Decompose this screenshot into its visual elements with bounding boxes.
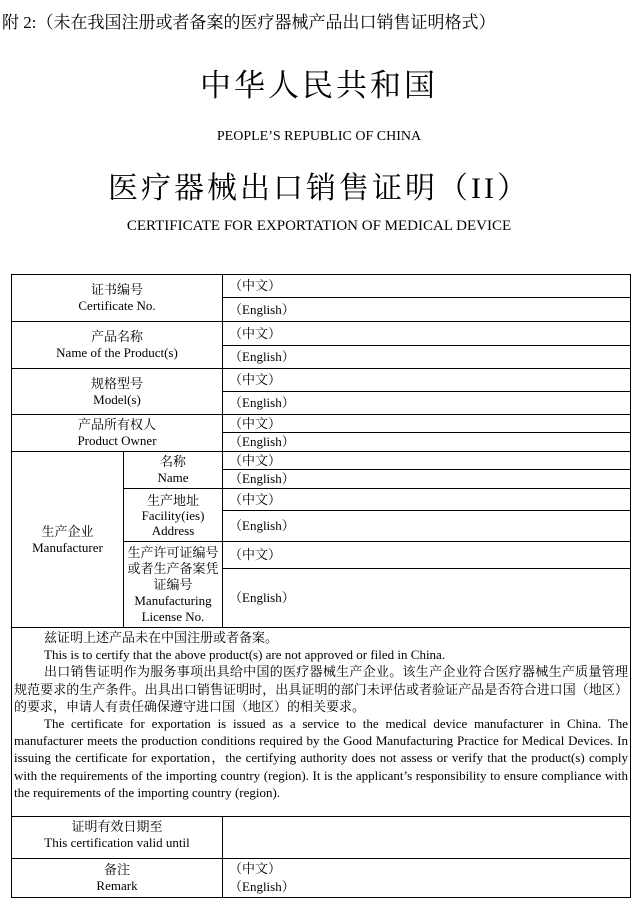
cn-hint: （中文） xyxy=(229,547,282,562)
cert-no-label xyxy=(11,274,223,322)
mfr-name-en-field[interactable] xyxy=(222,469,631,489)
valid-until-field[interactable] xyxy=(222,816,631,859)
mfr-name-cn-field[interactable] xyxy=(222,451,631,470)
cn-hint: （中文） xyxy=(229,325,282,341)
cn-hint: （中文） xyxy=(229,278,282,293)
label-cn: 规格型号 xyxy=(90,375,143,391)
label-cn: 生产企业 xyxy=(41,523,94,539)
en-hint: （English） xyxy=(229,471,295,486)
header-note: 附 2:（未在我国注册或者备案的医疗器械产品出口销售证明格式） xyxy=(2,13,496,32)
model-label xyxy=(11,368,223,415)
country-en: PEOPLE’S REPUBLIC OF CHINA xyxy=(216,129,422,144)
label-cn: 备注 xyxy=(103,862,130,877)
cert-no-cn-field[interactable] xyxy=(222,274,631,298)
cn-hint: （中文） xyxy=(229,452,282,468)
cert-no-en-field[interactable] xyxy=(222,297,631,322)
en-hint: （English） xyxy=(229,349,295,364)
cn-hint: （中文） xyxy=(229,491,282,507)
title-en: CERTIFICATE FOR EXPORTATION OF MEDICAL DEVICE xyxy=(126,218,512,234)
valid-until-label xyxy=(11,816,223,859)
label-en: Facility(ies) Address xyxy=(141,507,205,538)
label-en: Product Owner xyxy=(77,433,157,448)
label-en: Remark xyxy=(96,878,138,893)
cn-hint: （中文） xyxy=(229,861,282,876)
mfr-address-label xyxy=(123,488,223,542)
mfr-name-label xyxy=(123,451,223,489)
en-hint: （English） xyxy=(229,301,295,317)
label-en: Manufacturing License No. xyxy=(134,592,212,624)
mfr-license-en-field[interactable] xyxy=(222,568,631,628)
en-hint: （English） xyxy=(229,434,295,449)
remark-label xyxy=(11,858,223,898)
owner-label xyxy=(11,414,223,452)
en-hint: （English） xyxy=(229,518,295,533)
cn-hint: （中文） xyxy=(229,372,282,387)
en-hint: （English） xyxy=(229,395,295,410)
model-cn-field[interactable] xyxy=(222,368,631,392)
manufacturer-label xyxy=(11,451,124,628)
country-cn: 中华人民共和国 xyxy=(200,68,438,103)
label-en: Model(s) xyxy=(93,391,141,407)
statement-cn-2: 出口销售证明作为服务事项出具给中国的医疗器械生产企业。该生产企业符合医疗器械生产质量管理规范要求的生产条件。出具出口销售证明时，出具证明的部门未评估或者验证产品是否符合进口国（地区）的要求，申请人有责任确保遵守进口国（地区）的相关要求。 xyxy=(14,664,628,714)
label-en: Name xyxy=(157,470,189,485)
label-cn: 产品所有权人 xyxy=(77,417,156,432)
product-name-en-field[interactable] xyxy=(222,345,631,369)
en-hint: （English） xyxy=(229,590,295,605)
cn-hint: （中文） xyxy=(229,415,282,431)
label-en: This certification valid until xyxy=(44,835,190,850)
mfr-address-en-field[interactable] xyxy=(222,510,631,542)
label-cn: 证明有效日期至 xyxy=(71,819,163,834)
mfr-license-cn-field[interactable] xyxy=(222,541,631,569)
model-en-field[interactable] xyxy=(222,391,631,415)
statement-en-1: This is to certify that the above product(s) are not approved or filed in China. xyxy=(44,647,446,663)
label-cn: 名称 xyxy=(159,454,186,469)
owner-en-field[interactable] xyxy=(222,432,631,452)
title-cn: 医疗器械出口销售证明（II） xyxy=(108,172,530,205)
statement-en-2: The certificate for exportation is issued as a service to the medical device manufacturer in China. The manufacturer meets the production conditions required by the Good Manufacturing Practice for Medical Devices. In issuing the certificate for exportation，the certifying authority does not assess or verify that the product(s) comply with the requirements of the importing country (region). It is the applicant’s responsibility to ensure compliance with the requirements of the importing country (region). xyxy=(14,716,628,800)
statement-cn-1: 兹证明上述产品未在中国注册或者备案。 xyxy=(44,630,279,645)
label-cn: 生产许可证编号或者生产备案凭证编号 xyxy=(127,544,219,592)
label-en: Certificate No. xyxy=(78,298,156,313)
label-cn: 产品名称 xyxy=(90,329,143,344)
product-name-cn-field[interactable] xyxy=(222,321,631,346)
label-cn: 证书编号 xyxy=(90,282,143,297)
owner-cn-field[interactable] xyxy=(222,414,631,433)
label-en: Name of the Product(s) xyxy=(56,345,178,360)
remark-field[interactable] xyxy=(222,858,631,898)
statement-block xyxy=(11,627,631,817)
label-cn: 生产地址 xyxy=(146,492,199,508)
mfr-address-cn-field[interactable] xyxy=(222,488,631,511)
mfr-license-label xyxy=(123,541,223,628)
product-name-label xyxy=(11,321,223,369)
en-hint: （English） xyxy=(229,879,295,894)
label-en: Manufacturer xyxy=(32,539,103,555)
